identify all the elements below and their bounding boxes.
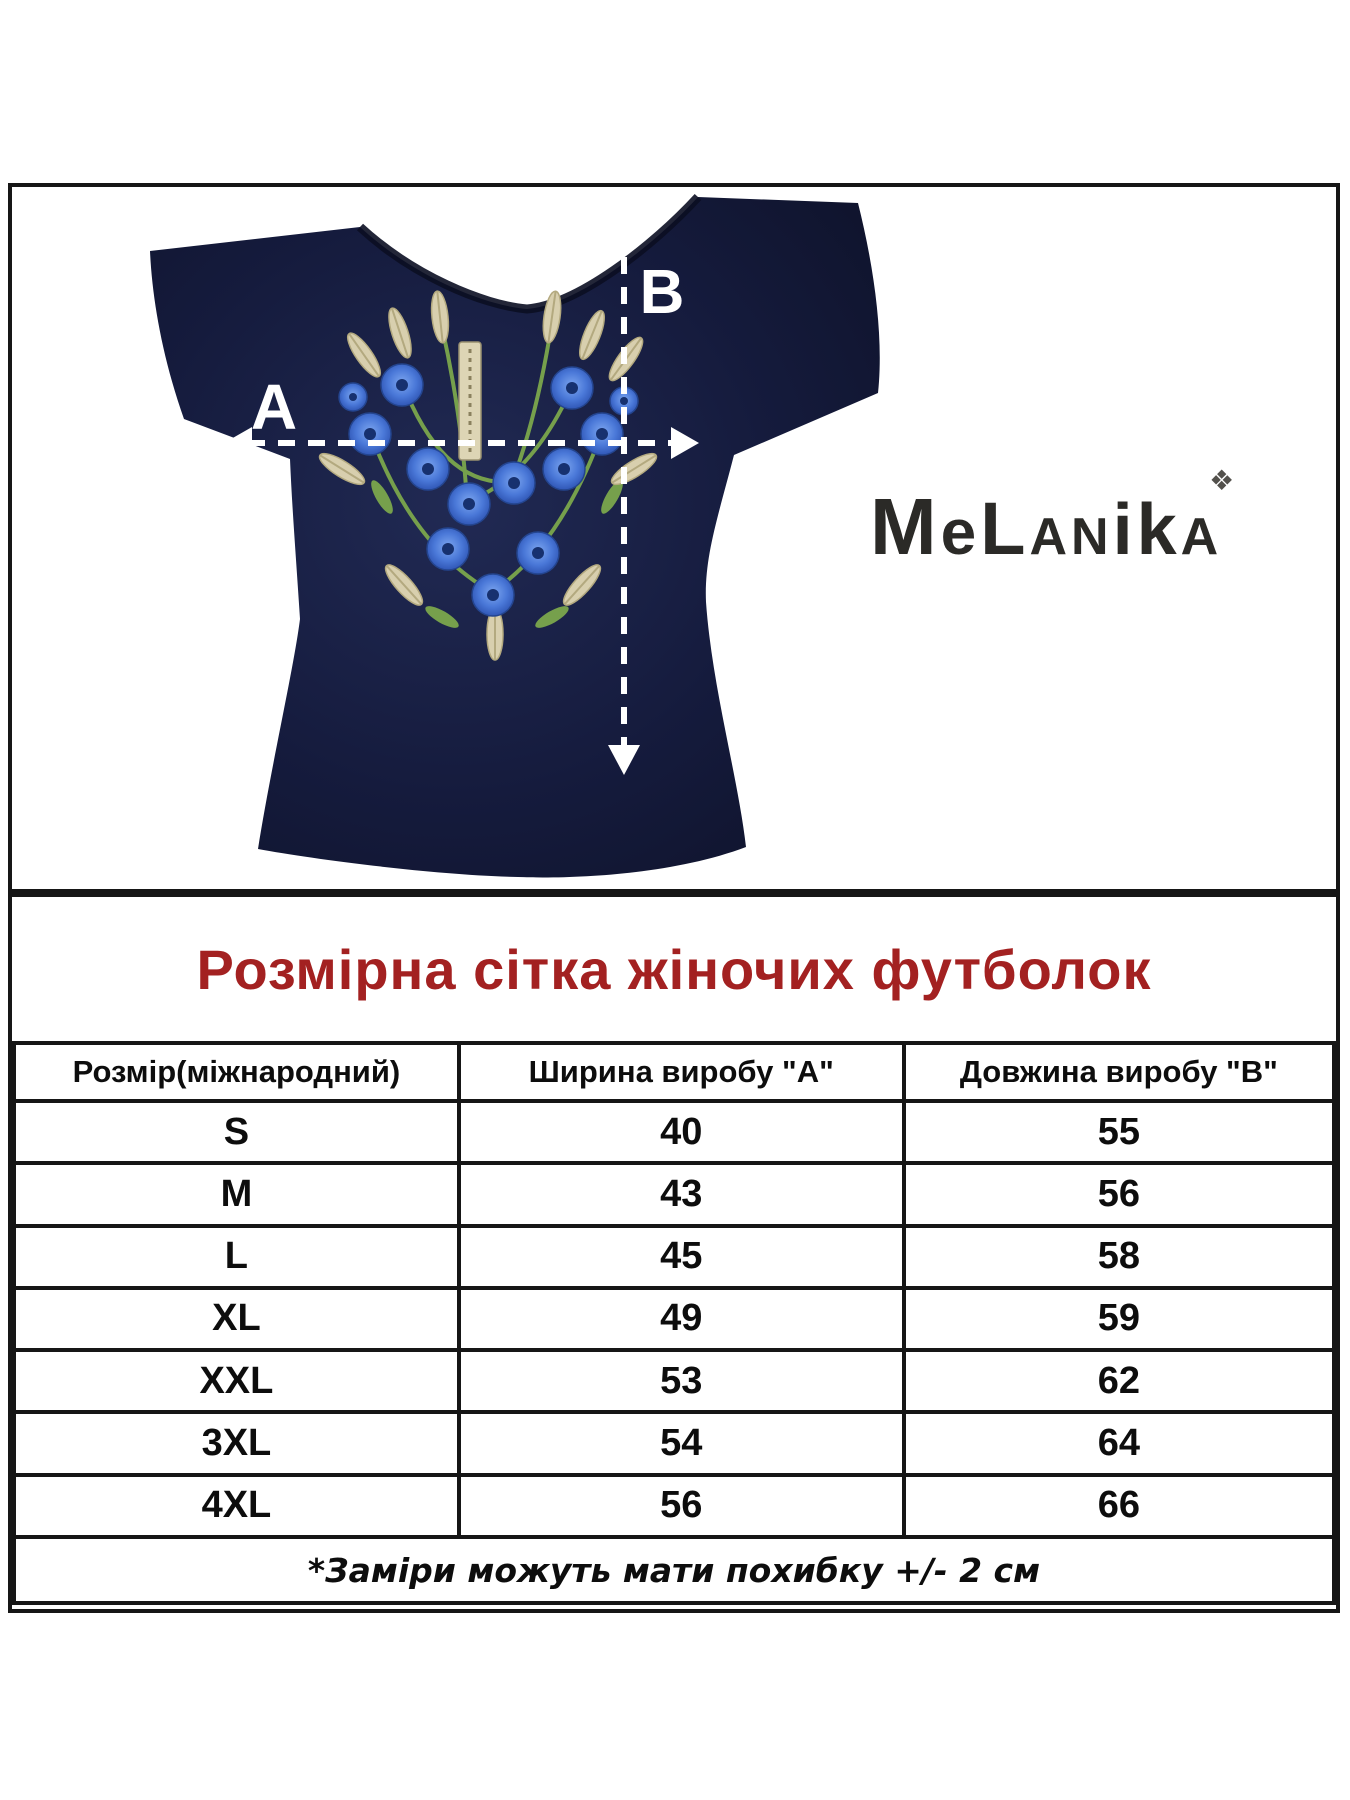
arrow-a-label: A: [250, 371, 298, 443]
logo-letter: A: [1029, 508, 1067, 566]
footnote: *Заміри можуть мати похибку +/- 2 см: [14, 1537, 1334, 1603]
product-photo-section: [8, 183, 1340, 893]
table-row: [14, 1226, 1334, 1288]
size-chart-section: [8, 893, 1340, 1613]
brand-logo: [868, 465, 1235, 571]
logo-letter: L: [980, 487, 1026, 570]
logo-letter: N: [1071, 508, 1109, 566]
length-cell: 59: [904, 1288, 1334, 1350]
width-cell: 49: [459, 1288, 904, 1350]
length-cell: 62: [904, 1350, 1334, 1412]
width-cell: 54: [459, 1412, 904, 1474]
width-cell: 45: [459, 1226, 904, 1288]
logo-letter: M: [870, 482, 937, 571]
length-cell: 55: [904, 1101, 1334, 1163]
table-row: [14, 1412, 1334, 1474]
width-cell: 53: [459, 1350, 904, 1412]
width-cell: 43: [459, 1163, 904, 1225]
size-cell: XXL: [14, 1350, 459, 1412]
column-header-size: Розмір(міжнародний): [14, 1043, 459, 1101]
length-cell: 64: [904, 1412, 1334, 1474]
table-row: [14, 1163, 1334, 1225]
size-cell: 4XL: [14, 1475, 459, 1537]
width-cell: 56: [459, 1475, 904, 1537]
table-row: [14, 1288, 1334, 1350]
column-header-width: Ширина виробу "А": [459, 1043, 904, 1101]
sparkle-icon: ❖: [1209, 465, 1235, 496]
logo-letter: e: [940, 496, 977, 568]
size-cell: XL: [14, 1288, 459, 1350]
column-header-length: Довжина виробу "В": [904, 1043, 1334, 1101]
table-header-row: [14, 1043, 1334, 1101]
size-cell: M: [14, 1163, 459, 1225]
arrow-b-label: B: [639, 258, 685, 327]
table-row: [14, 1101, 1334, 1163]
size-cell: S: [14, 1101, 459, 1163]
chart-title: Розмірна сітка жіночих футболок: [196, 937, 1152, 1001]
logo-letter: i: [1112, 490, 1133, 570]
length-cell: 56: [904, 1163, 1334, 1225]
tshirt-silhouette: [150, 197, 880, 877]
size-cell: 3XL: [14, 1412, 459, 1474]
table-row: [14, 1350, 1334, 1412]
table-row: [14, 1475, 1334, 1537]
length-cell: 58: [904, 1226, 1334, 1288]
length-cell: 66: [904, 1475, 1334, 1537]
logo-letter: A: [1180, 508, 1219, 566]
size-table: [12, 1041, 1336, 1605]
size-cell: L: [14, 1226, 459, 1288]
width-cell: 40: [459, 1101, 904, 1163]
table-footer-row: [14, 1537, 1334, 1603]
logo-letter: k: [1136, 490, 1177, 570]
